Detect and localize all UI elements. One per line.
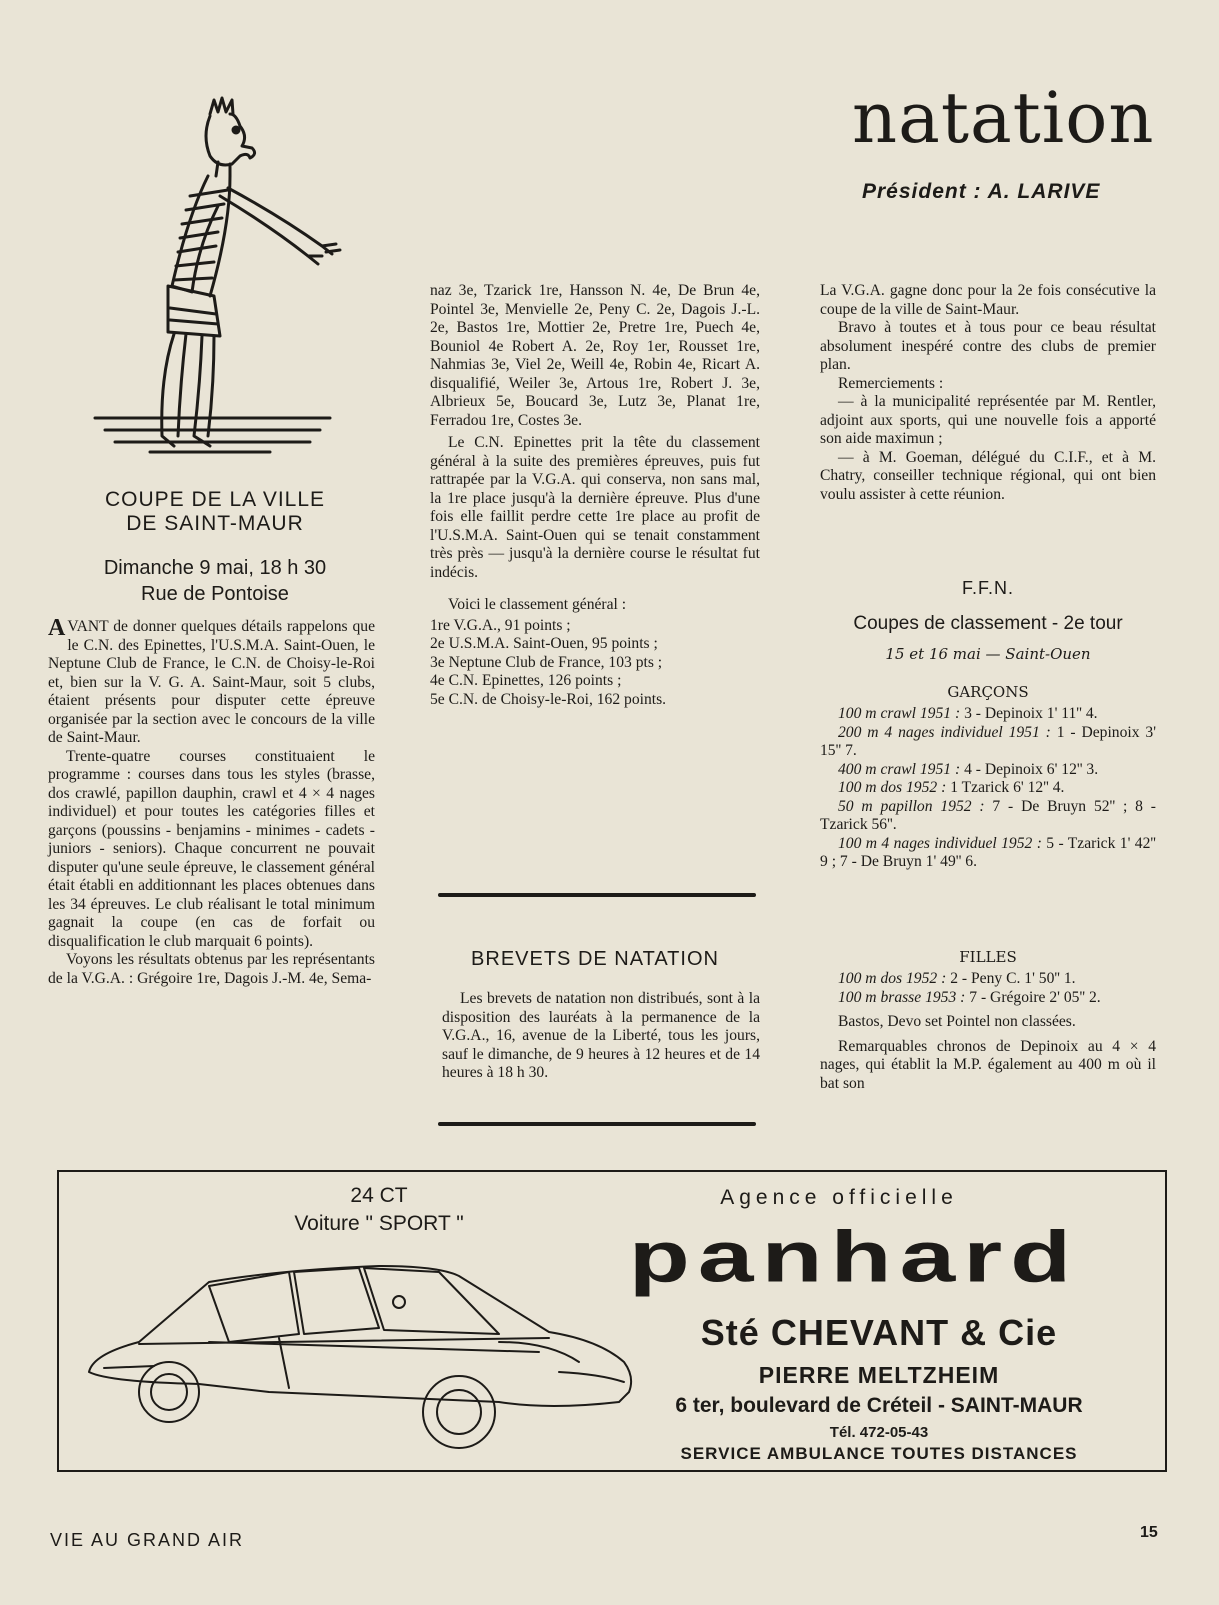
article-paragraph: Voici le classement général :: [448, 596, 627, 613]
ad-model: 24 CT: [350, 1184, 408, 1207]
article-paragraph: Le C.N. Epinettes prit la tête du classement général à la suite des premières épreuves, puis fut rattrapée par la V.G.A. qui conserva, non sans mal, la 1re place jusqu'à la dernière épreuve. Plus d'une fois elle faillit perdre cette 1re place au profit de l'U.S.M.A. Saint-Ouen qui se tenait constamment très près — jusqu'à la dernière course le résultat fut indécis.: [430, 434, 760, 581]
event-name: 50 m papillon 1952 :: [838, 797, 985, 815]
ranking-item: 1re V.G.A., 91 points ;: [430, 616, 571, 634]
ad-company: Sté CHEVANT & Cie: [700, 1312, 1058, 1353]
girls-results: [820, 970, 1156, 1093]
article-paragraph: VANT de donner quelques détails rappelons que le C.N. des Epinettes, l'U.S.M.A. Saint-Ouen, le Neptune Club de France, le C.N. de Choisy-le-Roi et, bien sur la V. G. A. Saint-Maur, soit 5 clubs, étaient présents pour disputer cette épreuve organisée par la section avec le concours de la ville de Saint-Maur.: [48, 618, 375, 746]
article-paragraph: Bravo à toutes et à tous pour ce beau résultat absolument inespéré contre des clubs de premier plan.: [820, 319, 1156, 373]
page-title: natation: [852, 77, 1155, 159]
ad-address: 6 ter, boulevard de Créteil - SAINT-MAUR: [675, 1394, 1083, 1417]
ffn-title: F.F.N.: [961, 578, 1014, 598]
brand-logo: panhard: [628, 1216, 1080, 1298]
column-3: [820, 282, 1156, 504]
article-date: Dimanche 9 mai, 18 h 30: [103, 557, 327, 579]
ranking-item: 3e Neptune Club de France, 103 pts ;: [430, 653, 663, 671]
article-place: Rue de Pontoise: [141, 583, 289, 605]
ad-phone: Tél. 472-05-43: [829, 1424, 929, 1441]
advertisement: [57, 1170, 1167, 1472]
column-1: [48, 615, 375, 988]
event-name: 400 m crawl 1951 :: [838, 760, 961, 778]
article-title-2: DE SAINT-MAUR: [126, 512, 304, 535]
drop-cap: A: [48, 615, 66, 641]
president-line: Président : A. LARIVE: [862, 180, 1101, 203]
ad-agency: Agence officielle: [720, 1186, 958, 1209]
event-name: 100 m 4 nages individuel 1952 :: [838, 834, 1042, 852]
brevets-text: [442, 990, 760, 1083]
brevets-title: BREVETS DE NATATION: [471, 948, 719, 970]
article-paragraph: — à M. Goeman, délégué du C.I.F., et à M. Chatry, conseiller technique régional, qui ont bien voulu assister à cette réunion.: [820, 448, 1156, 503]
event-name: 100 m crawl 1951 :: [838, 705, 961, 722]
article-title-1: COUPE DE LA VILLE: [104, 488, 326, 511]
ad-model-sub: Voiture " SPORT ": [294, 1212, 464, 1235]
event-name: 100 m dos 1952 :: [838, 779, 947, 796]
event-name: 200 m 4 nages individuel 1951 :: [838, 723, 1051, 741]
article-paragraph: naz 3e, Tzarick 1re, Hansson N. 4e, De Brun 4e, Pointel 3e, Menvielle 2e, Peny C. 2e, Dagois J.-L. 2e, Bastos 1re, Mottier 2e, Pretre 1re, Puech 4e, Bouniol 4e Robert A. 2e, Roy 1er, Rousset 1re, Nahmias 3e, Viel 2e, Weill 4e, Robin 4e, Ricart A. disqualifié, Weiler 3e, Artous 1re, Robert J. 3e, Albrieux 5e, Boucard 3e, Lutz 3e, Planat 1re, Ferradou 1re, Costes 3e.: [430, 282, 760, 429]
event-result: 4 - Depinoix 6' 12'' 3.: [964, 760, 1099, 778]
article-paragraph: Trente-quatre courses constituaient le programme : courses dans tous les styles (brasse, dos crawlé, papillon dauphin, crawl et 4 × 4 nages individuel) et pour toutes les catégories filles et garçons (poussins - benjamins - minimes - cadets - juniors - seniors). Chaque concurrent ne pouvait disputer qu'une seule épreuve, le classement général était établi en additionnant les places obtenues dans les 34 épreuves. Le club réalisant le total minimum gagnait la coupe (en cas de forfait ou disqualification le club marquait 6 points).: [48, 747, 375, 950]
boys-heading: GARÇONS: [947, 683, 1029, 701]
ranking-list: [430, 617, 760, 710]
ffn-dates: 15 et 16 mai — Saint-Ouen: [885, 645, 1091, 663]
article-paragraph: Remarquables chronos de Depinoix au 4 × 4 nages, qui établit la M.P. également au 400 m où il bat son: [820, 1037, 1156, 1092]
page-number: 15: [1140, 1524, 1158, 1541]
event-result: 5 - Tzarick 1' 42'' 9 ; 7 - De Bruyn 1' 49'' 6.: [820, 834, 1156, 870]
ranking-item: 2e U.S.M.A. Saint-Ouen, 95 points ;: [430, 635, 658, 652]
brevets-paragraph: Les brevets de natation non distribués, sont à la disposition des lauréats à la permanence de la V.G.A., 16, avenue de la Liberté, tous les jours, sauf le dimanche, de 9 heures à 12 heures et de 14 heures à 18 h 30.: [442, 990, 760, 1081]
divider: [438, 893, 756, 897]
event-name: 100 m dos 1952 :: [838, 970, 947, 987]
ranking-item: 5e C.N. de Choisy-le-Roi, 162 points.: [430, 690, 667, 708]
magazine-name: VIE AU GRAND AIR: [50, 1530, 245, 1550]
article-paragraph: — à la municipalité représentée par M. Rentler, adjoint aux sports, qui une nouvelle fois a apporté son aide maximun ;: [820, 393, 1156, 447]
event-result: 7 - Grégoire 2' 05'' 2.: [969, 988, 1101, 1006]
event-result: 1 - Depinoix 3' 15'' 7.: [820, 723, 1156, 759]
ffn-subtitle: Coupes de classement - 2e tour: [853, 613, 1123, 634]
boys-results: [820, 705, 1156, 872]
article-paragraph: Bastos, Devo set Pointel non classées.: [838, 1013, 1076, 1030]
article-paragraph: Voyons les résultats obtenus par les représentants de la V.G.A. : Grégoire 1re, Dagois J.-M. 4e, Sema-: [48, 951, 375, 987]
article-paragraph: Remerciements :: [838, 374, 944, 392]
event-result: 7 - De Bruyn 52'' ; 8 - Tzarick 56''.: [820, 797, 1156, 833]
column-2: [430, 282, 760, 709]
event-result: 3 - Depinoix 1' 11'' 4.: [964, 705, 1098, 722]
event-name: 100 m brasse 1953 :: [838, 988, 966, 1006]
divider: [438, 1122, 756, 1126]
ad-service: SERVICE AMBULANCE TOUTES DISTANCES: [680, 1444, 1078, 1463]
car-illustration: [79, 1242, 659, 1457]
girls-heading: FILLES: [959, 948, 1017, 966]
ad-owner: PIERRE MELTZHEIM: [758, 1362, 1000, 1388]
event-result: 2 - Peny C. 1' 50'' 1.: [950, 970, 1076, 987]
swimmer-illustration: [90, 96, 345, 471]
article-paragraph: La V.G.A. gagne donc pour la 2e fois consécutive la coupe de la ville de Saint-Maur.: [820, 282, 1156, 318]
ranking-item: 4e C.N. Epinettes, 126 points ;: [430, 672, 622, 689]
event-result: 1 Tzarick 6' 12'' 4.: [950, 779, 1065, 796]
